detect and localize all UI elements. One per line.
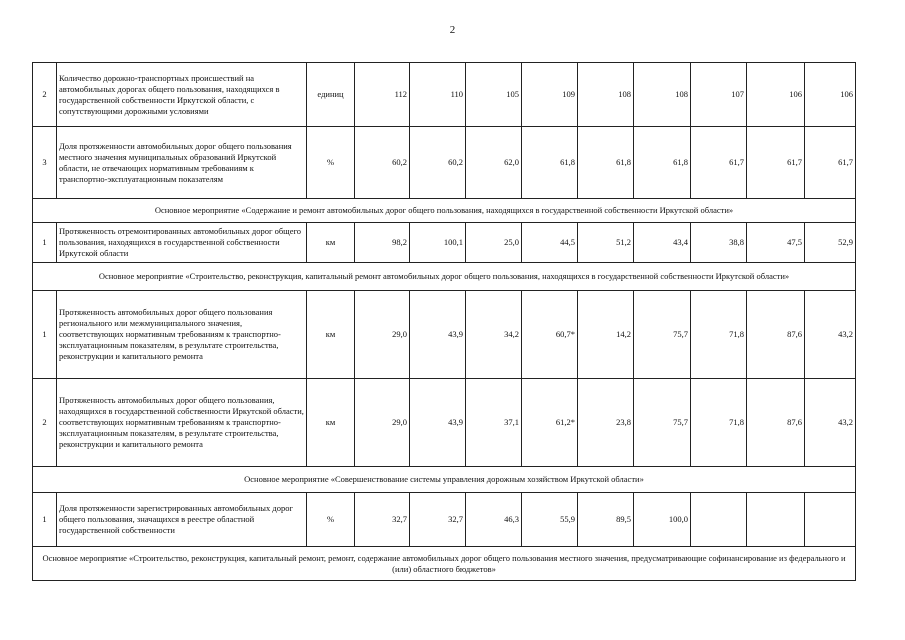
table-row	[33, 127, 856, 199]
value-cell: 87,6	[747, 291, 805, 379]
value-cell: 37,1	[466, 379, 522, 467]
value-cell: 60,2	[410, 127, 466, 199]
unit-cell: км	[307, 379, 355, 467]
row-number: 2	[33, 379, 57, 467]
unit-cell: км	[307, 291, 355, 379]
value-cell: 105	[466, 63, 522, 127]
section-header-row	[33, 199, 856, 223]
indicator-name: Доля протяженности зарегистрированных автомобильных дорог общего пользования, значащихся в реестре областной государственной собственности	[57, 493, 307, 547]
value-cell: 62,0	[466, 127, 522, 199]
value-cell: 112	[355, 63, 410, 127]
value-cell: 43,4	[634, 223, 691, 263]
section-header-row	[33, 263, 856, 291]
value-cell: 46,3	[466, 493, 522, 547]
value-cell: 107	[691, 63, 747, 127]
value-cell: 61,8	[634, 127, 691, 199]
unit-cell: единиц	[307, 63, 355, 127]
value-cell: 60,7*	[522, 291, 578, 379]
section-header-row	[33, 467, 856, 493]
indicator-name: Протяженность автомобильных дорог общего пользования, находящихся в государственной собственности Иркутской области, соответствующих нормативным требованиям к транспортно-эксплуатационным показателям, в результате строительства, реконструкции и капитального ремонта	[57, 379, 307, 467]
value-cell: 43,9	[410, 379, 466, 467]
value-cell: 98,2	[355, 223, 410, 263]
table-row	[33, 379, 856, 467]
value-cell: 106	[747, 63, 805, 127]
value-cell: 60,2	[355, 127, 410, 199]
indicator-name: Доля протяженности автомобильных дорог общего пользования местного значения муниципальных образований Иркутской области, не отвечающих нормативным требованиям к транспортно-эксплуатационным показателям	[57, 127, 307, 199]
value-cell	[747, 493, 805, 547]
value-cell: 61,8	[578, 127, 634, 199]
value-cell: 29,0	[355, 291, 410, 379]
page-number: 2	[449, 24, 456, 36]
value-cell: 52,9	[805, 223, 856, 263]
row-number: 2	[33, 63, 57, 127]
value-cell: 109	[522, 63, 578, 127]
value-cell: 32,7	[410, 493, 466, 547]
value-cell: 61,7	[747, 127, 805, 199]
section-title: Основное мероприятие «Содержание и ремонт автомобильных дорог общего пользования, находящихся в государственной собственности Иркутской области»	[33, 199, 856, 223]
section-title: Основное мероприятие «Строительство, реконструкция, капитальный ремонт автомобильных дорог общего пользования, находящихся в государственной собственности Иркутской области»	[33, 263, 856, 291]
value-cell: 61,7	[691, 127, 747, 199]
value-cell: 23,8	[578, 379, 634, 467]
value-cell: 87,6	[747, 379, 805, 467]
table-row	[33, 223, 856, 263]
value-cell: 61,2*	[522, 379, 578, 467]
section-title: Основное мероприятие «Строительство, реконструкция, капитальный ремонт, ремонт, содержание автомобильных дорог общего пользования местного значения, предусматривающие софинансирование из федерального и (или) областного бюджетов»	[33, 547, 856, 581]
value-cell: 89,5	[578, 493, 634, 547]
row-number: 3	[33, 127, 57, 199]
unit-cell: %	[307, 127, 355, 199]
value-cell: 61,7	[805, 127, 856, 199]
indicator-name: Протяженность автомобильных дорог общего пользования регионального или межмуниципального значения, соответствующих нормативным требованиям к транспортно-эксплуатационным показателям, в результате строительства, реконструкции и капитального ремонта	[57, 291, 307, 379]
value-cell: 32,7	[355, 493, 410, 547]
value-cell	[805, 493, 856, 547]
section-header-row	[33, 547, 856, 581]
value-cell: 44,5	[522, 223, 578, 263]
value-cell: 43,9	[410, 291, 466, 379]
indicator-name: Протяженность отремонтированных автомобильных дорог общего пользования, находящихся в государственной собственности Иркутской области	[57, 223, 307, 263]
value-cell: 100,0	[634, 493, 691, 547]
value-cell: 51,2	[578, 223, 634, 263]
value-cell: 100,1	[410, 223, 466, 263]
indicators-table	[32, 62, 856, 581]
table-row	[33, 493, 856, 547]
value-cell: 106	[805, 63, 856, 127]
unit-cell: км	[307, 223, 355, 263]
value-cell: 71,8	[691, 291, 747, 379]
value-cell: 34,2	[466, 291, 522, 379]
value-cell	[691, 493, 747, 547]
value-cell: 75,7	[634, 379, 691, 467]
table-row	[33, 291, 856, 379]
row-number: 1	[33, 493, 57, 547]
value-cell: 71,8	[691, 379, 747, 467]
value-cell: 108	[634, 63, 691, 127]
unit-cell: %	[307, 493, 355, 547]
row-number: 1	[33, 223, 57, 263]
table-row	[33, 63, 856, 127]
value-cell: 14,2	[578, 291, 634, 379]
value-cell: 61,8	[522, 127, 578, 199]
value-cell: 43,2	[805, 291, 856, 379]
value-cell: 43,2	[805, 379, 856, 467]
value-cell: 110	[410, 63, 466, 127]
value-cell: 38,8	[691, 223, 747, 263]
row-number: 1	[33, 291, 57, 379]
indicator-name: Количество дорожно-транспортных происшествий на автомобильных дорогах общего пользования, находящихся в государственной собственности Иркутской области, с сопутствующими дорожными условиями	[57, 63, 307, 127]
value-cell: 29,0	[355, 379, 410, 467]
section-title: Основное мероприятие «Совершенствование системы управления дорожным хозяйством Иркутской области»	[33, 467, 856, 493]
value-cell: 108	[578, 63, 634, 127]
value-cell: 55,9	[522, 493, 578, 547]
value-cell: 25,0	[466, 223, 522, 263]
value-cell: 47,5	[747, 223, 805, 263]
value-cell: 75,7	[634, 291, 691, 379]
